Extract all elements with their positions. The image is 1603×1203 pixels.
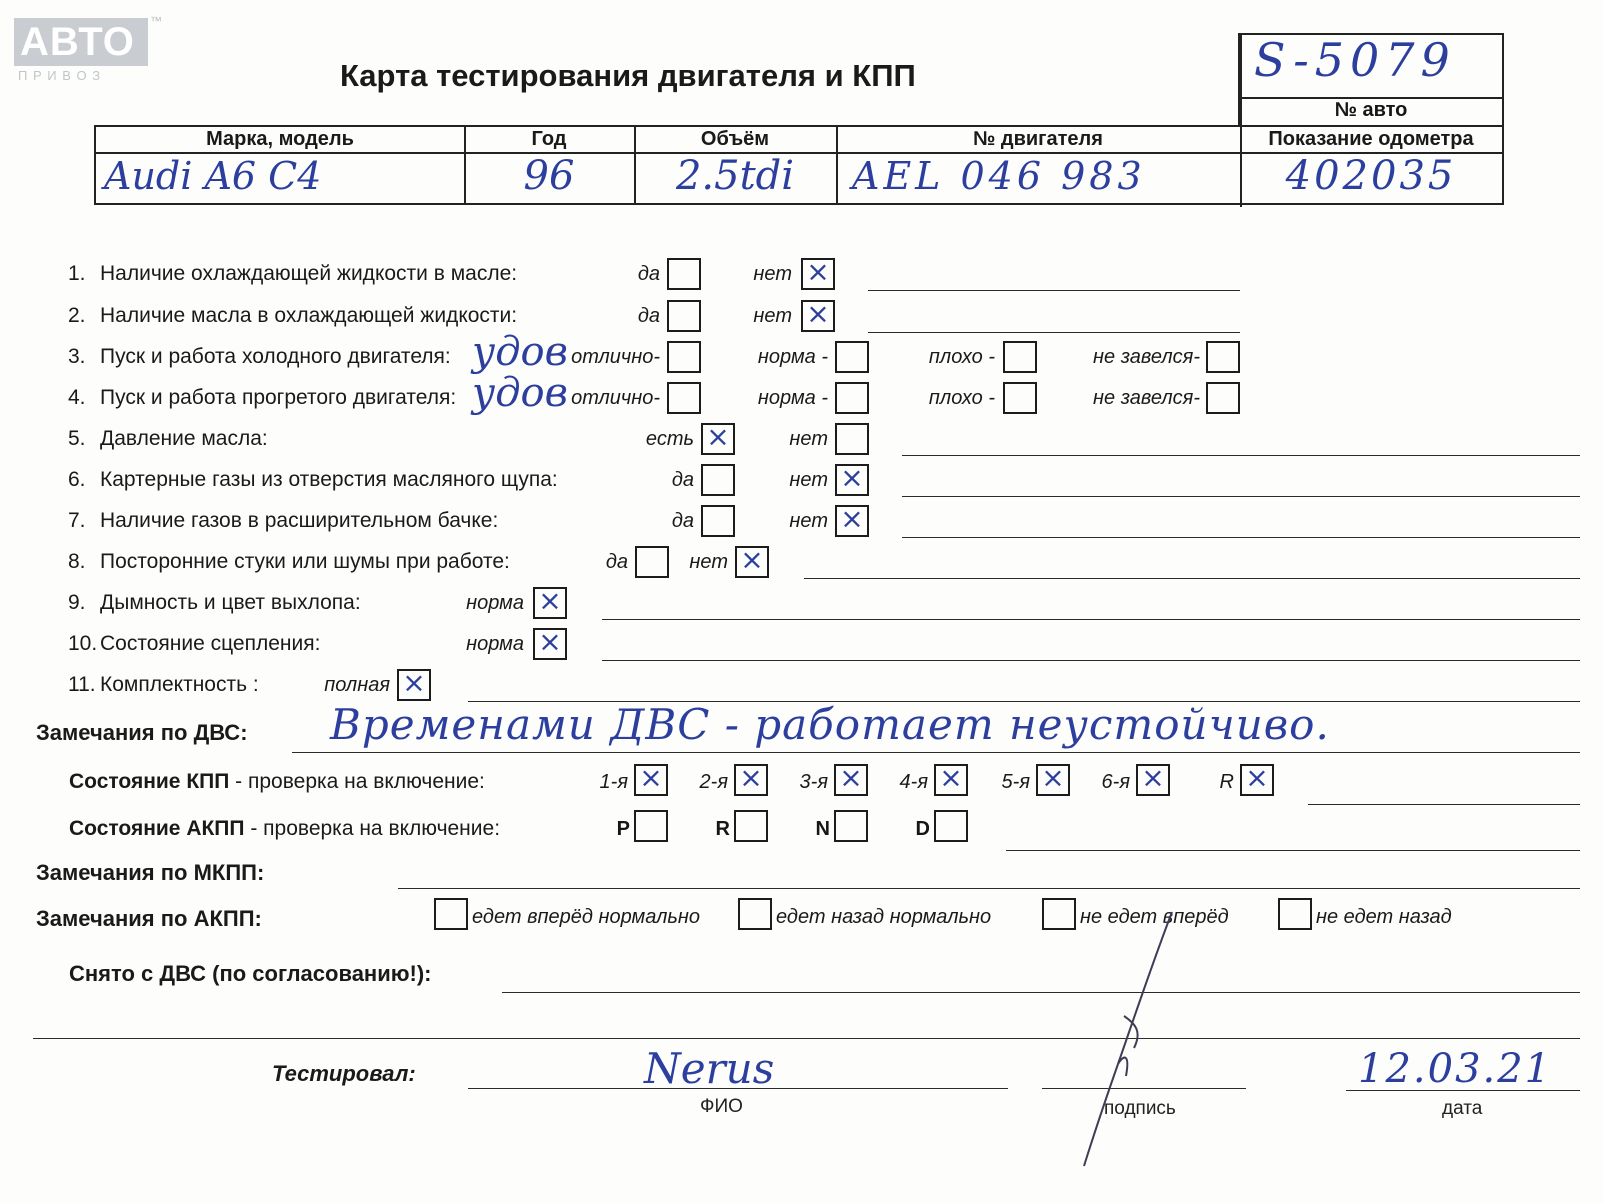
question-7-option-да-label: да xyxy=(671,510,694,532)
mode-r-label: R xyxy=(715,818,730,840)
value-volume: 2.5tdi xyxy=(675,153,795,199)
question-3-option-норма-label: норма - xyxy=(757,346,828,368)
gear-4-я-checkbox[interactable] xyxy=(934,761,968,796)
header-engine-number: № двигателя xyxy=(973,128,1103,150)
logo-trademark: ™ xyxy=(150,14,162,28)
question-4-option-норма-checkbox[interactable] xyxy=(835,382,869,414)
question-11-option-полная-label: полная xyxy=(324,674,390,696)
gear-1-я-label: 1-я xyxy=(599,771,628,793)
question-5-option-нет-checkbox[interactable] xyxy=(835,423,869,455)
gear-3-я-checkbox[interactable] xyxy=(834,761,868,796)
question-9-option-норма-label: норма xyxy=(466,592,524,614)
checkbox-cross-mark: × xyxy=(806,297,830,330)
question-4-option-плохо-checkbox[interactable] xyxy=(1003,382,1037,414)
checkbox-cross-mark: × xyxy=(740,543,764,576)
date-line xyxy=(1346,1090,1580,1091)
question-6-answer-line xyxy=(902,496,1580,497)
auto-gearbox-label-rest: - проверка на включение: xyxy=(244,817,501,840)
question-2-option-да-checkbox[interactable] xyxy=(667,300,701,332)
tester-name-line xyxy=(468,1088,1008,1089)
question-5-text: Давление масла: xyxy=(100,427,268,450)
value-odometer: 402035 xyxy=(1285,153,1457,199)
mode-r-checkbox[interactable] xyxy=(734,810,768,842)
question-1-option-да-label: да xyxy=(637,263,660,285)
question-8-text: Посторонние стуки или шумы при работе: xyxy=(100,550,510,573)
question-6-number: 6. xyxy=(68,468,86,491)
question-1-text: Наличие охлаждающей жидкости в масле: xyxy=(100,262,518,285)
question-4-option-не-завелся-checkbox[interactable] xyxy=(1206,382,1240,414)
mode-d-label: D xyxy=(915,818,930,840)
gear-5-я-label: 5-я xyxy=(1001,771,1030,793)
gear-6-я-checkbox[interactable] xyxy=(1136,761,1170,796)
question-9-answer-line xyxy=(602,619,1580,620)
checkbox-cross-mark: × xyxy=(840,461,864,494)
question-7-option-да-checkbox[interactable] xyxy=(701,505,735,537)
gear-4-я-label: 4-я xyxy=(899,771,928,793)
question-11-number: 11. xyxy=(68,673,96,696)
question-3-option-плохо-label: плохо - xyxy=(928,346,995,368)
engine-remarks-value: Временами ДВС - работает неустойчиво. xyxy=(330,700,1330,749)
question-11-option-полная-checkbox[interactable] xyxy=(397,666,431,701)
question-3-number: 3. xyxy=(68,345,86,368)
gearbox-label-rest: - проверка на включение: xyxy=(229,770,485,793)
question-1-option-да-checkbox[interactable] xyxy=(667,258,701,290)
gear-r-checkbox[interactable] xyxy=(1240,761,1274,796)
question-5-answer-line xyxy=(902,455,1580,456)
mode-p-checkbox[interactable] xyxy=(634,810,668,842)
gearbox-line xyxy=(1308,804,1580,805)
question-3-option-не-завелся-checkbox[interactable] xyxy=(1206,341,1240,373)
question-3-option-отлично-checkbox[interactable] xyxy=(667,341,701,373)
question-2-text: Наличие масла в охлаждающей жидкости: xyxy=(100,304,518,327)
question-4-note: удов xyxy=(472,370,568,416)
question-1-answer-line xyxy=(868,290,1240,291)
checkbox-cross-mark: × xyxy=(402,666,426,699)
test-date: 12.03.21 xyxy=(1358,1046,1553,1092)
engine-remarks-label: Замечания по ДВС: xyxy=(36,720,248,745)
car-number-value: S-5079 xyxy=(1254,33,1456,87)
question-7-option-нет-label: нет xyxy=(789,510,828,532)
gearbox-label xyxy=(69,770,485,794)
gear-6-я-label: 6-я xyxy=(1101,771,1130,793)
checkbox-cross-mark: × xyxy=(839,761,863,794)
question-6-text: Картерные газы из отверстия масляного щупа: xyxy=(100,468,558,491)
tester-name-caption: ФИО xyxy=(700,1096,743,1117)
question-3-text: Пуск и работа холодного двигателя: xyxy=(100,345,451,368)
question-10-number: 10. xyxy=(68,632,98,655)
auto-remark-1-checkbox[interactable] xyxy=(434,898,468,930)
tester-name: Nerus xyxy=(644,1044,775,1093)
header-volume: Объём xyxy=(700,128,770,150)
manual-remarks-line xyxy=(398,888,1580,889)
question-9-number: 9. xyxy=(68,591,86,614)
question-4-option-отлично-checkbox[interactable] xyxy=(667,382,701,414)
auto-gearbox-label-bold: Состояние АКПП xyxy=(69,817,245,840)
tested-label: Тестировал: xyxy=(272,1061,416,1086)
question-4-option-плохо-label: плохо - xyxy=(928,387,995,409)
gear-r-label: R xyxy=(1219,771,1234,793)
mode-n-label: N xyxy=(815,818,830,840)
question-7-text: Наличие газов в расширительном бачке: xyxy=(100,509,499,532)
checkbox-cross-mark: × xyxy=(1041,761,1065,794)
value-year: 96 xyxy=(523,153,575,199)
car-number-box xyxy=(1238,33,1504,125)
question-11-text: Комплектность : xyxy=(100,673,259,696)
question-6-option-нет-checkbox[interactable] xyxy=(835,461,869,496)
question-6-option-да-label: да xyxy=(671,469,694,491)
question-2-option-да-label: да xyxy=(637,305,660,327)
question-5-option-есть-checkbox[interactable] xyxy=(701,420,735,455)
question-9-option-норма-checkbox[interactable] xyxy=(533,584,567,619)
logo-subtitle: П Р И В О З xyxy=(18,68,102,83)
question-8-option-нет-label: нет xyxy=(689,551,728,573)
auto-remark-1-label: едет вперёд нормально xyxy=(472,906,701,928)
auto-gearbox-label xyxy=(69,817,500,841)
auto-remark-4-label: не едет назад xyxy=(1316,906,1452,928)
question-8-answer-line xyxy=(804,578,1580,579)
question-1-option-нет-checkbox[interactable] xyxy=(801,255,835,290)
removed-label: Снято с ДВС (по согласованию!): xyxy=(69,961,432,986)
question-5-option-есть-label: есть xyxy=(645,428,694,450)
question-2-answer-line xyxy=(868,332,1240,333)
mode-n-checkbox[interactable] xyxy=(834,810,868,842)
mode-p-label: P xyxy=(616,818,630,840)
question-10-text: Состояние сцепления: xyxy=(100,632,321,655)
question-8-option-да-label: да xyxy=(605,551,628,573)
question-8-option-да-checkbox[interactable] xyxy=(635,546,669,578)
question-10-answer-line xyxy=(602,660,1580,661)
value-engine-number: AEL 046 983 xyxy=(852,154,1146,198)
gear-5-я-checkbox[interactable] xyxy=(1036,761,1070,796)
checkbox-cross-mark: × xyxy=(706,420,730,453)
gear-2-я-checkbox[interactable] xyxy=(734,761,768,796)
gear-2-я-label: 2-я xyxy=(699,771,728,793)
checkbox-cross-mark: × xyxy=(739,761,763,794)
checkbox-cross-mark: × xyxy=(806,255,830,288)
question-7-number: 7. xyxy=(68,509,86,532)
checkbox-cross-mark: × xyxy=(939,761,963,794)
question-2-option-нет-checkbox[interactable] xyxy=(801,297,835,332)
question-1-number: 1. xyxy=(68,262,86,285)
auto-remark-2-checkbox[interactable] xyxy=(738,898,772,930)
gear-3-я-label: 3-я xyxy=(799,771,828,793)
question-4-option-отлично-label: отлично- xyxy=(571,387,660,409)
header-odometer: Показание одометра xyxy=(1268,128,1474,150)
logo-text: АВТО xyxy=(20,20,135,64)
question-8-number: 8. xyxy=(68,550,86,573)
checkbox-cross-mark: × xyxy=(639,761,663,794)
gearbox-label-bold: Состояние КПП xyxy=(69,770,230,793)
question-3-option-плохо-checkbox[interactable] xyxy=(1003,341,1037,373)
question-4-option-норма-label: норма - xyxy=(757,387,828,409)
logo xyxy=(14,14,164,84)
question-10-option-норма-checkbox[interactable] xyxy=(533,625,567,660)
signature-caption: подпись xyxy=(1104,1098,1176,1119)
checkbox-cross-mark: × xyxy=(1141,761,1165,794)
question-6-option-нет-label: нет xyxy=(789,469,828,491)
engine-remarks-line xyxy=(292,752,1580,753)
question-4-text: Пуск и работа прогретого двигателя: xyxy=(100,386,457,409)
question-1-option-нет-label: нет xyxy=(753,263,792,285)
question-5-option-нет-label: нет xyxy=(789,428,828,450)
page-title: Карта тестирования двигателя и КПП xyxy=(340,58,916,93)
question-4-option-не-завелся-label: не завелся- xyxy=(1093,387,1200,409)
question-10-option-норма-label: норма xyxy=(466,633,524,655)
question-9-text: Дымность и цвет выхлопа: xyxy=(100,591,361,614)
question-2-option-нет-label: нет xyxy=(753,305,792,327)
question-3-option-не-завелся-label: не завелся- xyxy=(1093,346,1200,368)
auto-remark-4-checkbox[interactable] xyxy=(1278,898,1312,930)
question-8-option-нет-checkbox[interactable] xyxy=(735,543,769,578)
section-divider-line xyxy=(33,1038,1580,1039)
header-year: Год xyxy=(531,128,567,150)
header-make-model: Марка, модель xyxy=(206,128,354,150)
value-make-model: Audi A6 C4 xyxy=(104,154,322,198)
question-7-option-нет-checkbox[interactable] xyxy=(835,502,869,537)
question-3-option-отлично-label: отлично- xyxy=(571,346,660,368)
signature-mark xyxy=(1040,904,1190,1184)
manual-remarks-label: Замечания по МКПП: xyxy=(36,860,265,885)
checkbox-cross-mark: × xyxy=(538,625,562,658)
car-number-label: № авто xyxy=(1334,99,1408,121)
auto-gearbox-line xyxy=(1006,850,1580,851)
vehicle-table xyxy=(94,125,1504,205)
mode-d-checkbox[interactable] xyxy=(934,810,968,842)
auto-remark-2-label: едет назад нормально xyxy=(776,906,992,928)
gear-1-я-checkbox[interactable] xyxy=(634,761,668,796)
question-4-number: 4. xyxy=(68,386,86,409)
question-2-number: 2. xyxy=(68,304,86,327)
auto-remark-3-label: не едет вперёд xyxy=(1080,906,1229,928)
checkbox-cross-mark: × xyxy=(1245,761,1269,794)
question-3-option-норма-checkbox[interactable] xyxy=(835,341,869,373)
question-6-option-да-checkbox[interactable] xyxy=(701,464,735,496)
checkbox-cross-mark: × xyxy=(538,584,562,617)
checkbox-cross-mark: × xyxy=(840,502,864,535)
auto-remarks-label: Замечания по АКПП: xyxy=(36,906,262,931)
question-5-number: 5. xyxy=(68,427,86,450)
question-3-note: удов xyxy=(472,329,568,375)
date-caption: дата xyxy=(1442,1098,1483,1119)
question-7-answer-line xyxy=(902,537,1580,538)
